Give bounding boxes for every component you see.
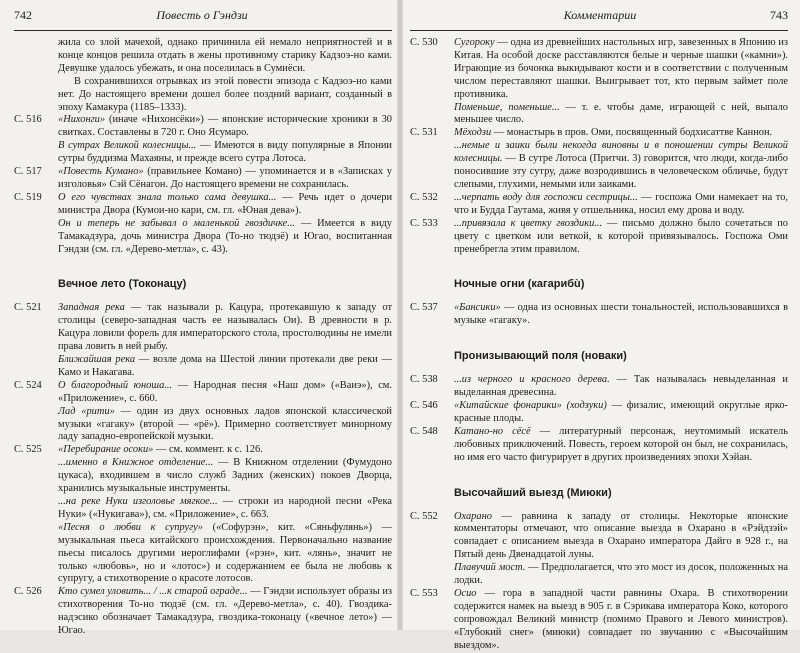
comment-body: — один из двух основных ладов японской классической музыки «гагаку» (второй — «рё»). Примерно соответствует минорному ладу западно-европейской музыки. <box>58 405 392 443</box>
comment-entry <box>410 562 788 588</box>
comment-term: Мёходзи <box>454 127 492 139</box>
comment-body: — физалис, имеющий округлые ярко-красные плоды. <box>454 400 788 424</box>
comment-text <box>454 302 788 328</box>
right-page <box>400 0 800 651</box>
comment-term: Сугороку <box>454 37 495 48</box>
section-heading: Пронизывающий поля (новаки) <box>454 350 627 363</box>
comment-text <box>454 102 788 128</box>
page-reference: С. 548 <box>410 425 438 437</box>
page-reference: С. 532 <box>410 191 438 203</box>
left-running-head <box>14 0 392 31</box>
page-reference: С. 538 <box>410 374 438 386</box>
comment-term: ...привязала к цветку гвоздики... <box>454 217 603 229</box>
comment-entry <box>410 140 788 192</box>
page-reference <box>14 522 58 587</box>
comment-body: — строки из народной песни «Река Нуки» («Нукигава»), см. «Приложение», с. 663. <box>58 496 393 520</box>
comment-entry <box>14 586 392 638</box>
comment-entry <box>14 114 392 140</box>
comment-term: «Китайские фонарики» (ходзуки) <box>454 400 607 412</box>
comment-body: — В Книжном отделении (Фумудоно цукаса), входившем в число служб Задних (женских) покоев Дворца, хранились музыкальные инструменты. <box>58 457 392 495</box>
page-reference <box>410 562 454 588</box>
comment-term: Катано-но сёсё <box>454 425 531 437</box>
comment-term: ...немые и заики были некогда виновны и в поношении сутры Великой колесницы. <box>454 140 788 165</box>
right-entries-4 <box>410 511 788 653</box>
comment-body: — возле дома на Шестой линии протекали две реки — Камо и Накагава. <box>58 354 392 378</box>
left-page <box>0 0 400 637</box>
comment-body: — Имеются в виду популярные в Японии сутры буддизма Махаяны, и прежде всего сутра Лотоса. <box>58 140 392 165</box>
comment-term: О его чувствах знала только сама девушка... <box>58 191 277 203</box>
comment-body: (правильнее Комано) — упоминается и в «Записках у изголовья» Сэй Сёнагон. До настоящего времени не сохранилась. <box>58 166 393 190</box>
comment-entry <box>410 218 788 257</box>
section-heading: Вечное лето (Токонацу) <box>58 278 187 291</box>
comment-text <box>454 588 788 653</box>
comment-text <box>58 218 392 257</box>
right-running-head <box>410 0 788 31</box>
page-reference: С. 517 <box>14 166 42 178</box>
page-reference: С. 524 <box>14 379 42 391</box>
right-page-number: 743 <box>770 7 788 22</box>
comment-entry <box>14 444 392 457</box>
comment-entry <box>410 511 788 563</box>
page-reference: С. 552 <box>410 510 438 522</box>
section-heading: Высочайший выезд (Миюки) <box>454 486 612 499</box>
comment-entry <box>410 192 788 218</box>
comment-body: — Речь идет о дочери министра Двора (Кумои-но кари, см. гл. «Юная дева»). <box>58 191 392 216</box>
comment-term: Кто сумел уловить... / ...к старой ограде... <box>58 586 248 598</box>
comment-entry <box>14 496 392 522</box>
comment-entry <box>410 374 788 400</box>
page-reference: С. 546 <box>410 400 438 412</box>
right-running-title: Комментарии <box>563 7 637 22</box>
comment-term: «Бансики» <box>454 302 501 314</box>
comment-body: — одна из основных шести тональностей, использовавшихся в музыке «гагаку». <box>454 302 788 327</box>
comment-body: — Так называлась невыделанная и выделанная древесина. <box>454 374 788 399</box>
comment-body: (иначе «Нихонсёки») — японские исторические хроники в 30 свитках. Составлены в 720 г. Оно Ясумаро. <box>58 114 392 139</box>
comment-term: Западная река <box>58 302 125 314</box>
comment-body: — Народная песня «Наш дом» («Ваиэ»), см. «Приложение», с. 660. <box>58 379 392 404</box>
comment-text <box>454 426 788 465</box>
comment-term: Он и теперь не забывал о маленькой гвоздичке... <box>58 217 296 229</box>
section-heading: Ночные огни (кагарибù) <box>454 278 585 291</box>
page-reference: С. 521 <box>14 302 42 314</box>
comment-text <box>58 354 392 380</box>
page-reference <box>14 140 58 166</box>
page-reference <box>14 218 58 257</box>
comment-term: Охарано <box>454 510 492 522</box>
comment-term: Лад «рити» <box>58 405 115 417</box>
comment-text <box>454 192 788 218</box>
left-page-number: 742 <box>14 7 32 22</box>
comment-entry <box>14 166 392 192</box>
page-reference: С. 537 <box>410 302 438 314</box>
comment-entry <box>410 127 788 140</box>
page-reference: С. 516 <box>14 114 42 126</box>
comment-entry <box>14 406 392 445</box>
book-gutter <box>397 0 403 630</box>
page-reference <box>410 102 454 128</box>
comment-term: ...из черного и красного дерева. <box>454 374 610 386</box>
comment-text <box>454 562 788 588</box>
comment-text <box>58 444 392 457</box>
right-entries-3 <box>410 374 788 464</box>
comment-entry <box>14 140 392 166</box>
comment-body: — т. е. чтобы даме, играющей с ней, выпало меньшее число. <box>454 101 789 126</box>
page-reference: С. 519 <box>14 191 42 203</box>
page-reference <box>14 354 58 380</box>
comment-entry <box>14 380 392 406</box>
comment-entry <box>410 426 788 465</box>
comment-term: Ближайшая река <box>58 354 136 366</box>
comment-entry <box>410 400 788 426</box>
comment-body: — одна из древнейших настольных игр, завезенных в Японию из Китая. На особой доске расставляются белые и черные шашки («камни»). Играющие из бочонка выкидывают кости и в соответствии с полученным числом переставляют шашки. Выигрывает тот, кто первым займет поле противника. <box>454 37 788 100</box>
comment-entry <box>14 192 392 218</box>
comment-text <box>58 406 392 445</box>
left-running-title: Повесть о Гэндзи <box>156 7 248 22</box>
comment-body: — гора в западной части равнины Охара. В стихотворении содержится намек на выезд в 905 г. в Сэрикава императора Коко, которого сопровождал Великий министр (помимо Правого и Левого министров). «Глубокий снег» (миюки) совпадает по звучанию с «Высочайшим выездом». <box>454 588 788 651</box>
comment-term: В сутрах Великой колесницы... <box>58 140 197 152</box>
comment-entry <box>14 354 392 380</box>
comment-body: — В сутре Лотоса (Притчи. 3) говорится, что люди, когда-либо поносившие эту сутру, даже возродившись в человеческом обличье, будут слепыми, глухими, немыми или заиками. <box>454 153 788 190</box>
page-reference <box>14 496 58 522</box>
comment-term: «Нихонги» <box>58 114 106 126</box>
comment-body: — так называли р. Кацура, протекавшую к западу от столицы (северо-западная часть ее называлась Ои). В древности в р. Кацура ловили форель для императорского стола, простолюдины не имели права ловить в ней рыбу. <box>58 302 392 353</box>
comment-body: — литературный персонаж, неутомимый искатель любовных приключений. Повесть, героем которой он был, не сохранилась, но имя его часто фигурирует в других произведениях эпохи Хэйан. <box>454 425 788 463</box>
comment-term: ...именно в Книжное отделение... <box>58 457 214 469</box>
page-reference <box>14 457 58 496</box>
comment-text <box>58 140 392 166</box>
comment-body: — Имеется в виду Тамакадзура, дочь министра Двора (То-но тюдзё) и Югао, воспитанная Гэндзи (см. гл. «Дерево-метла», с. 43). <box>58 217 393 255</box>
comment-body: — см. коммент. к с. 126. <box>153 444 263 456</box>
comment-entry <box>14 302 392 354</box>
comment-text <box>454 511 788 563</box>
comment-text <box>58 302 392 354</box>
page-reference <box>14 406 58 445</box>
page-reference <box>410 140 454 192</box>
page-reference: С. 526 <box>14 586 42 598</box>
comment-text <box>58 380 392 406</box>
comment-text <box>58 166 392 192</box>
comment-entry <box>14 457 392 496</box>
right-entries-2 <box>410 302 788 328</box>
page-reference: С. 533 <box>410 217 438 229</box>
page-reference: С. 531 <box>410 127 438 139</box>
comment-term: «Песня о любви к супругу» <box>58 521 203 533</box>
comment-body: — Гэндзи использует образы из стихотворения То-но тюдзё (см. гл. «Дерево-метла», с. 40). Гвоздика-надэсико обозначает Тамакадзура, гвоздика-токонацу («вечное лето») — Югао. <box>58 586 392 637</box>
continuation-paragraph: жила со злой мачехой, однако причинила ей немало неприятностей и в конце концов решила отдать в жены противному старику Кадзоэ-но ками. Девушке удалось убежать, и она поселилась в Сумиёси. <box>58 37 392 74</box>
comment-body: — письмо должно было сочетаться по цвету с цветком или веткой, к которой привязывалось. Госпожа Оми пренебрегла этим правилом. <box>454 217 788 255</box>
continuation-paragraph-2: В сохранившихся отрывках из этой повести эпизода с Кадзоэ-но ками нет. До настоящего времени дошел более поздний вариант, созданный в эпоху Камакура (1185–1333). <box>58 75 392 113</box>
comment-term: Плавучий мост. <box>454 562 526 574</box>
comment-body: — госпожа Оми намекает на то, что и Будда Гаутама, живя у отшельника, носил ему дрова и воду. <box>454 191 789 216</box>
comment-term: Поменьше, поменьше... <box>454 101 560 113</box>
right-entries-1 <box>410 37 788 256</box>
comment-term: ...черпать воду для госпожи сестрицы... <box>454 191 638 203</box>
comment-text <box>58 586 392 638</box>
comment-term: О благородный юноша... <box>58 379 173 391</box>
comment-text <box>454 218 788 257</box>
comment-text <box>454 374 788 400</box>
left-entries-1 <box>14 114 392 256</box>
comment-entry <box>14 522 392 587</box>
comment-body: («Софурэн», кит. «Сяньфулянь») — музыкальная пьеса китайского происхождения. Первоначально название пьесы писалось другими иероглифами («рэн», кит. «лянь», значит не только «любовь», но и «лотос») и содержанием ее была не любовь к супругу, а стихотворение о красоте лотосов. <box>58 521 392 585</box>
comment-term: «Перебирание осоки» <box>58 444 154 456</box>
page-reference: С. 553 <box>410 588 438 599</box>
comment-body: — монастырь в пров. Оми, посвященный бодхисаттве Каннон. <box>491 127 773 139</box>
comment-text <box>58 522 392 587</box>
comment-text <box>454 127 788 140</box>
comment-text <box>58 457 392 496</box>
comment-term: Осио <box>454 588 477 599</box>
comment-body: — равнина к западу от столицы. Некоторые японские комментаторы отмечают, что описание выезда в Охарано в «Рэйдзэй» совпадает с описанием выезда в Охарано императора Дайго в 928 г., на Пятый день Двенадцатой луны. <box>454 510 788 561</box>
comment-entry <box>410 37 788 102</box>
comment-text <box>454 37 788 102</box>
comment-entry <box>14 218 392 257</box>
comment-text <box>454 400 788 426</box>
comment-entry <box>410 102 788 128</box>
left-entries-2 <box>14 302 392 638</box>
comment-text <box>454 140 788 192</box>
page-reference: С. 525 <box>14 444 42 456</box>
comment-text <box>58 192 392 218</box>
comment-term: ...на реке Нуки изголовье мягкое... <box>58 496 218 507</box>
page-reference: С. 530 <box>410 37 438 48</box>
comment-body: — Предполагается, что это мост из досок, положенных на лодки. <box>454 562 789 587</box>
comment-text <box>58 114 392 140</box>
comment-entry <box>410 302 788 328</box>
comment-entry <box>410 588 788 653</box>
comment-text <box>58 496 392 522</box>
comment-term: «Повесть Кумано» <box>58 166 144 178</box>
